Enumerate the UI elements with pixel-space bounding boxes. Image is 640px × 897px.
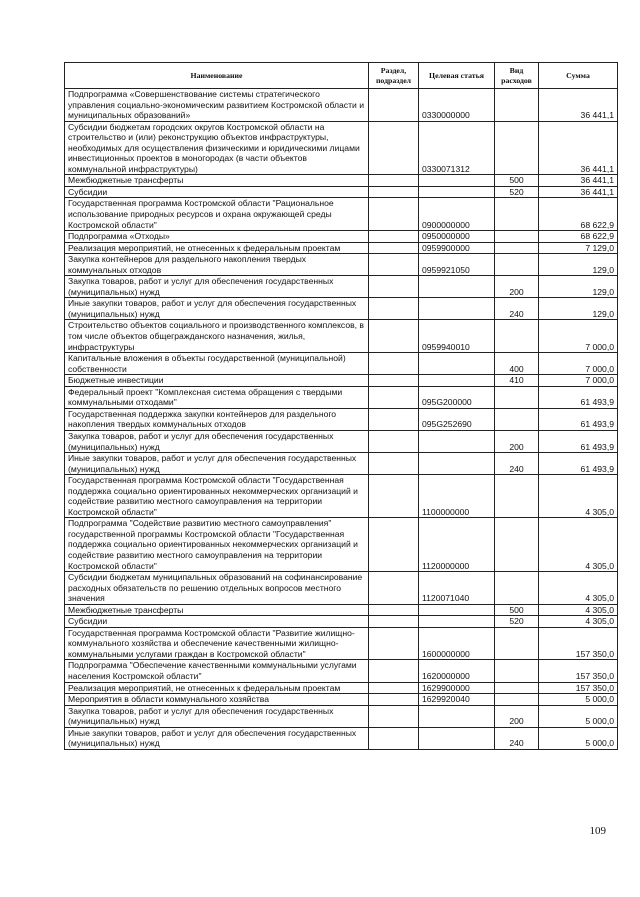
header-amount: Сумма	[539, 63, 618, 89]
table-row	[65, 121, 618, 175]
cell-name: Подпрограмма "Содействие развитию местного самоуправления" государственной программы Костромской области "Государственная поддержка социально ориентированных некоммерческих организаций и содействие развитию местного самоуправления на территории Костромской области"	[65, 518, 369, 572]
table-row	[65, 320, 618, 353]
cell-amount: 4 305,0	[539, 518, 618, 572]
cell-section	[369, 242, 419, 254]
cell-target	[419, 705, 495, 727]
cell-type	[495, 121, 539, 175]
cell-type: 240	[495, 727, 539, 749]
cell-amount: 157 350,0	[539, 627, 618, 660]
cell-name: Государственная программа Костромской области "Государственная поддержка социально ориентированных некоммерческих организаций и содействие развитию местного самоуправления на территории Костромской области"	[65, 475, 369, 518]
cell-target	[419, 375, 495, 387]
cell-target	[419, 175, 495, 187]
table-row	[65, 386, 618, 408]
cell-target: 0959900000	[419, 242, 495, 254]
table-row	[65, 408, 618, 430]
cell-name: Закупка контейнеров для раздельного накопления твердых коммунальных отходов	[65, 254, 369, 276]
cell-target: 0959940010	[419, 320, 495, 353]
page-number: 109	[589, 825, 606, 837]
table-row	[65, 353, 618, 375]
cell-type	[495, 660, 539, 682]
cell-name: Иные закупки товаров, работ и услуг для обеспечения государственных (муниципальных) нужд	[65, 298, 369, 320]
cell-amount: 61 493,9	[539, 408, 618, 430]
cell-target: 1600000000	[419, 627, 495, 660]
cell-amount: 7 000,0	[539, 353, 618, 375]
table-row	[65, 627, 618, 660]
cell-section	[369, 276, 419, 298]
cell-section	[369, 727, 419, 749]
cell-section	[369, 627, 419, 660]
cell-name: Государственная поддержка закупки контейнеров для раздельного накопления твердых коммунальных отходов	[65, 408, 369, 430]
cell-name: Иные закупки товаров, работ и услуг для обеспечения государственных (муниципальных) нужд	[65, 727, 369, 749]
cell-name: Государственная программа Костромской области "Развитие жилищно-коммунального хозяйства и обеспечение качественными жилищно-коммунальными услугами граждан в Костромской области"	[65, 627, 369, 660]
cell-target	[419, 430, 495, 452]
cell-name: Реализация мероприятий, не отнесенных к федеральным проектам	[65, 682, 369, 694]
cell-type	[495, 198, 539, 231]
cell-section	[369, 254, 419, 276]
cell-amount: 68 622,9	[539, 198, 618, 231]
cell-amount: 61 493,9	[539, 453, 618, 475]
cell-type	[495, 408, 539, 430]
table-row	[65, 694, 618, 706]
cell-amount: 157 350,0	[539, 682, 618, 694]
cell-type	[495, 518, 539, 572]
cell-amount: 61 493,9	[539, 386, 618, 408]
cell-type	[495, 254, 539, 276]
cell-section	[369, 705, 419, 727]
table-row	[65, 727, 618, 749]
header-name: Наименование	[65, 63, 369, 89]
cell-target: 0330000000	[419, 89, 495, 122]
cell-type: 400	[495, 353, 539, 375]
cell-amount: 5 000,0	[539, 694, 618, 706]
cell-type	[495, 89, 539, 122]
cell-target: 0330071312	[419, 121, 495, 175]
cell-section	[369, 89, 419, 122]
cell-name: Мероприятия в области коммунального хозяйства	[65, 694, 369, 706]
cell-name: Закупка товаров, работ и услуг для обеспечения государственных (муниципальных) нужд	[65, 430, 369, 452]
table-row	[65, 604, 618, 616]
cell-amount: 129,0	[539, 276, 618, 298]
cell-name: Межбюджетные трансферты	[65, 175, 369, 187]
cell-target: 0900000000	[419, 198, 495, 231]
cell-target	[419, 298, 495, 320]
cell-type: 200	[495, 430, 539, 452]
cell-amount: 7 129,0	[539, 242, 618, 254]
cell-target	[419, 604, 495, 616]
cell-amount: 7 000,0	[539, 320, 618, 353]
cell-section	[369, 518, 419, 572]
cell-section	[369, 572, 419, 605]
cell-amount: 5 000,0	[539, 727, 618, 749]
cell-target: 1629900000	[419, 682, 495, 694]
cell-type	[495, 386, 539, 408]
cell-name: Подпрограмма «Совершенствование системы стратегического управления социально-экономическим развитием Костромской области и муниципальных образований»	[65, 89, 369, 122]
cell-type: 520	[495, 616, 539, 628]
table-row	[65, 175, 618, 187]
cell-section	[369, 375, 419, 387]
cell-amount: 36 441,1	[539, 175, 618, 187]
header-section: Раздел, подраздел	[369, 63, 419, 89]
table-header-row	[65, 63, 618, 89]
cell-target: 1120000000	[419, 518, 495, 572]
cell-section	[369, 198, 419, 231]
cell-amount: 4 305,0	[539, 616, 618, 628]
cell-section	[369, 616, 419, 628]
cell-name: Субсидии бюджетам муниципальных образований на софинансирование расходных обязательств по решению отдельных вопросов местного значения	[65, 572, 369, 605]
cell-amount: 36 441,1	[539, 186, 618, 198]
cell-target: 1120071040	[419, 572, 495, 605]
cell-section	[369, 320, 419, 353]
cell-name: Субсидии	[65, 186, 369, 198]
cell-type	[495, 231, 539, 243]
table-row	[65, 298, 618, 320]
cell-section	[369, 186, 419, 198]
cell-target: 0959921050	[419, 254, 495, 276]
cell-type	[495, 694, 539, 706]
cell-section	[369, 408, 419, 430]
cell-amount: 36 441,1	[539, 89, 618, 122]
table-row	[65, 375, 618, 387]
cell-type: 520	[495, 186, 539, 198]
cell-type: 500	[495, 604, 539, 616]
table-row	[65, 254, 618, 276]
cell-name: Строительство объектов социального и производственного комплексов, в том числе объектов общегражданского назначения, жилья, инфраструктуры	[65, 320, 369, 353]
cell-target	[419, 616, 495, 628]
cell-amount: 157 350,0	[539, 660, 618, 682]
cell-section	[369, 121, 419, 175]
cell-target	[419, 276, 495, 298]
cell-type: 200	[495, 705, 539, 727]
cell-type	[495, 572, 539, 605]
cell-name: Бюджетные инвестиции	[65, 375, 369, 387]
table-row	[65, 89, 618, 122]
cell-type	[495, 475, 539, 518]
cell-name: Федеральный проект "Комплексная система обращения с твердыми коммунальными отходами"	[65, 386, 369, 408]
cell-type	[495, 242, 539, 254]
cell-amount: 4 305,0	[539, 572, 618, 605]
cell-amount: 129,0	[539, 254, 618, 276]
cell-type	[495, 682, 539, 694]
table-row	[65, 231, 618, 243]
cell-type: 500	[495, 175, 539, 187]
cell-type: 200	[495, 276, 539, 298]
cell-type	[495, 627, 539, 660]
cell-name: Субсидии	[65, 616, 369, 628]
table-body	[65, 89, 618, 750]
cell-name: Государственная программа Костромской области "Рациональное использование природных ресурсов и охрана окружающей среды Костромской области"	[65, 198, 369, 231]
table-row	[65, 242, 618, 254]
cell-name: Субсидии бюджетам городских округов Костромской области на строительство и (или) реконструкцию объектов инфраструктуры, необходимых для осуществления физическими и юридическими лицами инвестиционных проектов в моногородах (в части объектов коммунальной инфраструктуры)	[65, 121, 369, 175]
table-row	[65, 453, 618, 475]
cell-section	[369, 604, 419, 616]
cell-amount: 7 000,0	[539, 375, 618, 387]
cell-type: 240	[495, 298, 539, 320]
cell-section	[369, 386, 419, 408]
cell-target: 1629920040	[419, 694, 495, 706]
cell-section	[369, 298, 419, 320]
table-row	[65, 660, 618, 682]
cell-amount: 36 441,1	[539, 121, 618, 175]
cell-name: Иные закупки товаров, работ и услуг для обеспечения государственных (муниципальных) нужд	[65, 453, 369, 475]
cell-section	[369, 475, 419, 518]
table-row	[65, 276, 618, 298]
cell-target	[419, 186, 495, 198]
cell-target: 1100000000	[419, 475, 495, 518]
cell-type: 410	[495, 375, 539, 387]
table-row	[65, 616, 618, 628]
cell-section	[369, 660, 419, 682]
cell-section	[369, 682, 419, 694]
cell-section	[369, 430, 419, 452]
cell-amount: 129,0	[539, 298, 618, 320]
cell-name: Подпрограмма «Отходы»	[65, 231, 369, 243]
cell-section	[369, 453, 419, 475]
cell-name: Закупка товаров, работ и услуг для обеспечения государственных (муниципальных) нужд	[65, 705, 369, 727]
table-row	[65, 572, 618, 605]
cell-section	[369, 694, 419, 706]
table-row	[65, 475, 618, 518]
header-target: Целевая статья	[419, 63, 495, 89]
cell-amount: 5 000,0	[539, 705, 618, 727]
table-row	[65, 186, 618, 198]
cell-section	[369, 353, 419, 375]
cell-name: Реализация мероприятий, не отнесенных к федеральным проектам	[65, 242, 369, 254]
table-row	[65, 705, 618, 727]
cell-target	[419, 727, 495, 749]
table-row	[65, 430, 618, 452]
budget-table	[64, 62, 618, 750]
cell-target: 1620000000	[419, 660, 495, 682]
cell-amount: 4 305,0	[539, 604, 618, 616]
cell-type: 240	[495, 453, 539, 475]
cell-amount: 4 305,0	[539, 475, 618, 518]
cell-amount: 68 622,9	[539, 231, 618, 243]
cell-name: Капитальные вложения в объекты государственной (муниципальной) собственности	[65, 353, 369, 375]
cell-target: 095G200000	[419, 386, 495, 408]
cell-target	[419, 453, 495, 475]
cell-target: 0950000000	[419, 231, 495, 243]
header-type: Вид расходов	[495, 63, 539, 89]
table-row	[65, 518, 618, 572]
table-row	[65, 682, 618, 694]
table-row	[65, 198, 618, 231]
cell-name: Межбюджетные трансферты	[65, 604, 369, 616]
cell-name: Закупка товаров, работ и услуг для обеспечения государственных (муниципальных) нужд	[65, 276, 369, 298]
cell-section	[369, 175, 419, 187]
cell-name: Подпрограмма "Обеспечение качественными коммунальными услугами населения Костромской области"	[65, 660, 369, 682]
cell-target: 095G252690	[419, 408, 495, 430]
cell-type	[495, 320, 539, 353]
cell-section	[369, 231, 419, 243]
cell-target	[419, 353, 495, 375]
cell-amount: 61 493,9	[539, 430, 618, 452]
